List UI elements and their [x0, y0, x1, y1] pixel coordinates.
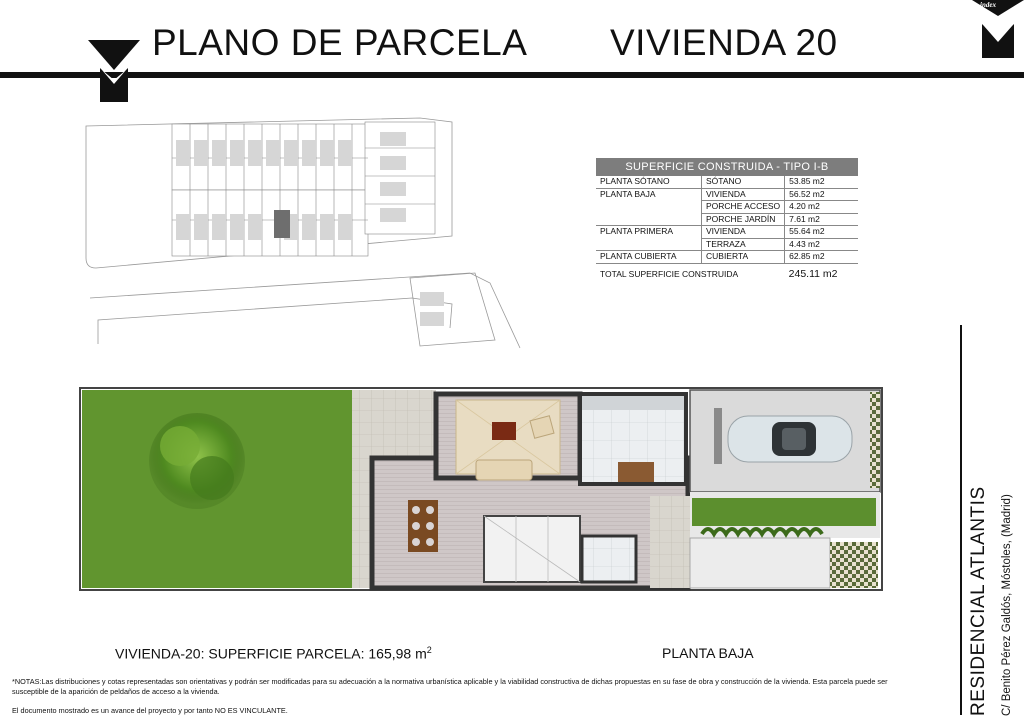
project-address: C/ Benito Pérez Galdós, Móstoles, (Madrid): [1001, 494, 1013, 716]
car-icon: [728, 416, 852, 462]
total-value: 245.11 m2: [788, 267, 838, 280]
area-cell: 53.85 m2: [785, 176, 858, 188]
table-row: [596, 176, 858, 188]
floor-cell: PLANTA SÓTANO: [596, 176, 702, 188]
area-cell: 7.61 m2: [785, 213, 858, 226]
table-total-row: [596, 263, 858, 284]
table-row: [596, 188, 858, 201]
table-row: [596, 226, 858, 239]
area-cell: 62.85 m2: [785, 251, 858, 264]
brand-logo: [972, 0, 1024, 60]
page-title: PLANO DE PARCELA: [152, 22, 528, 63]
table-row: [596, 238, 858, 251]
space-cell: PORCHE JARDÍN: [702, 213, 785, 226]
area-table: [596, 158, 858, 284]
table-row: [596, 201, 858, 214]
floor-cell: [596, 201, 702, 214]
space-cell: SÓTANO: [702, 176, 785, 188]
plot-area-label: [115, 645, 432, 662]
area-cell: 56.52 m2: [785, 188, 858, 201]
area-cell: 4.43 m2: [785, 238, 858, 251]
space-cell: VIVIENDA: [702, 226, 785, 239]
floor-cell: PLANTA CUBIERTA: [596, 251, 702, 264]
highlighted-plot: [274, 210, 290, 238]
site-plan: [80, 108, 530, 353]
table-row: [596, 251, 858, 264]
floor-cell: [596, 213, 702, 226]
disclaimer: El documento mostrado es un avance del proyecto y por tanto NO ES VINCULANTE.: [12, 706, 288, 715]
space-cell: CUBIERTA: [702, 251, 785, 264]
floor-plan: [72, 386, 892, 596]
space-cell: PORCHE ACCESO: [702, 201, 785, 214]
space-cell: TERRAZA: [702, 238, 785, 251]
space-cell: VIVIENDA: [702, 188, 785, 201]
floor-label: PLANTA BAJA: [662, 645, 754, 661]
area-cell: 4.20 m2: [785, 201, 858, 214]
legal-note: *NOTAS:Las distribuciones y cotas representadas son orientativas y podrán ser modificadas para su adecuación a la normativa urbanística aplicable y la viabilidad constructiva de dichas propuestas en su fase de obra y construcción de la vivienda. Esta parcela puede ser susceptible de la aparición de peldaños de acceso a la vivienda.: [12, 677, 888, 696]
plot-area-text: VIVIENDA-20: SUPERFICIE PARCELA: 165,98 m: [115, 645, 427, 662]
floor-cell: PLANTA PRIMERA: [596, 226, 702, 239]
page-subtitle: VIVIENDA 20: [610, 22, 838, 63]
table-row: [596, 213, 858, 226]
tree-icon: [149, 413, 245, 509]
plot-area-exponent: 2: [426, 645, 432, 655]
total-label: TOTAL SUPERFICIE CONSTRUIDA: [600, 268, 739, 279]
project-name: RESIDENCIAL ATLANTIS: [968, 486, 989, 716]
floor-cell: [596, 238, 702, 251]
header-rule: [0, 72, 1024, 78]
area-cell: 55.64 m2: [785, 226, 858, 239]
logo-triangle-icon: [88, 40, 140, 104]
floor-cell: PLANTA BAJA: [596, 188, 702, 201]
sidebar-divider: [960, 325, 962, 715]
brand-text: index: [980, 1, 996, 9]
table-heading: SUPERFICIE CONSTRUIDA - TIPO I-B: [596, 158, 858, 176]
